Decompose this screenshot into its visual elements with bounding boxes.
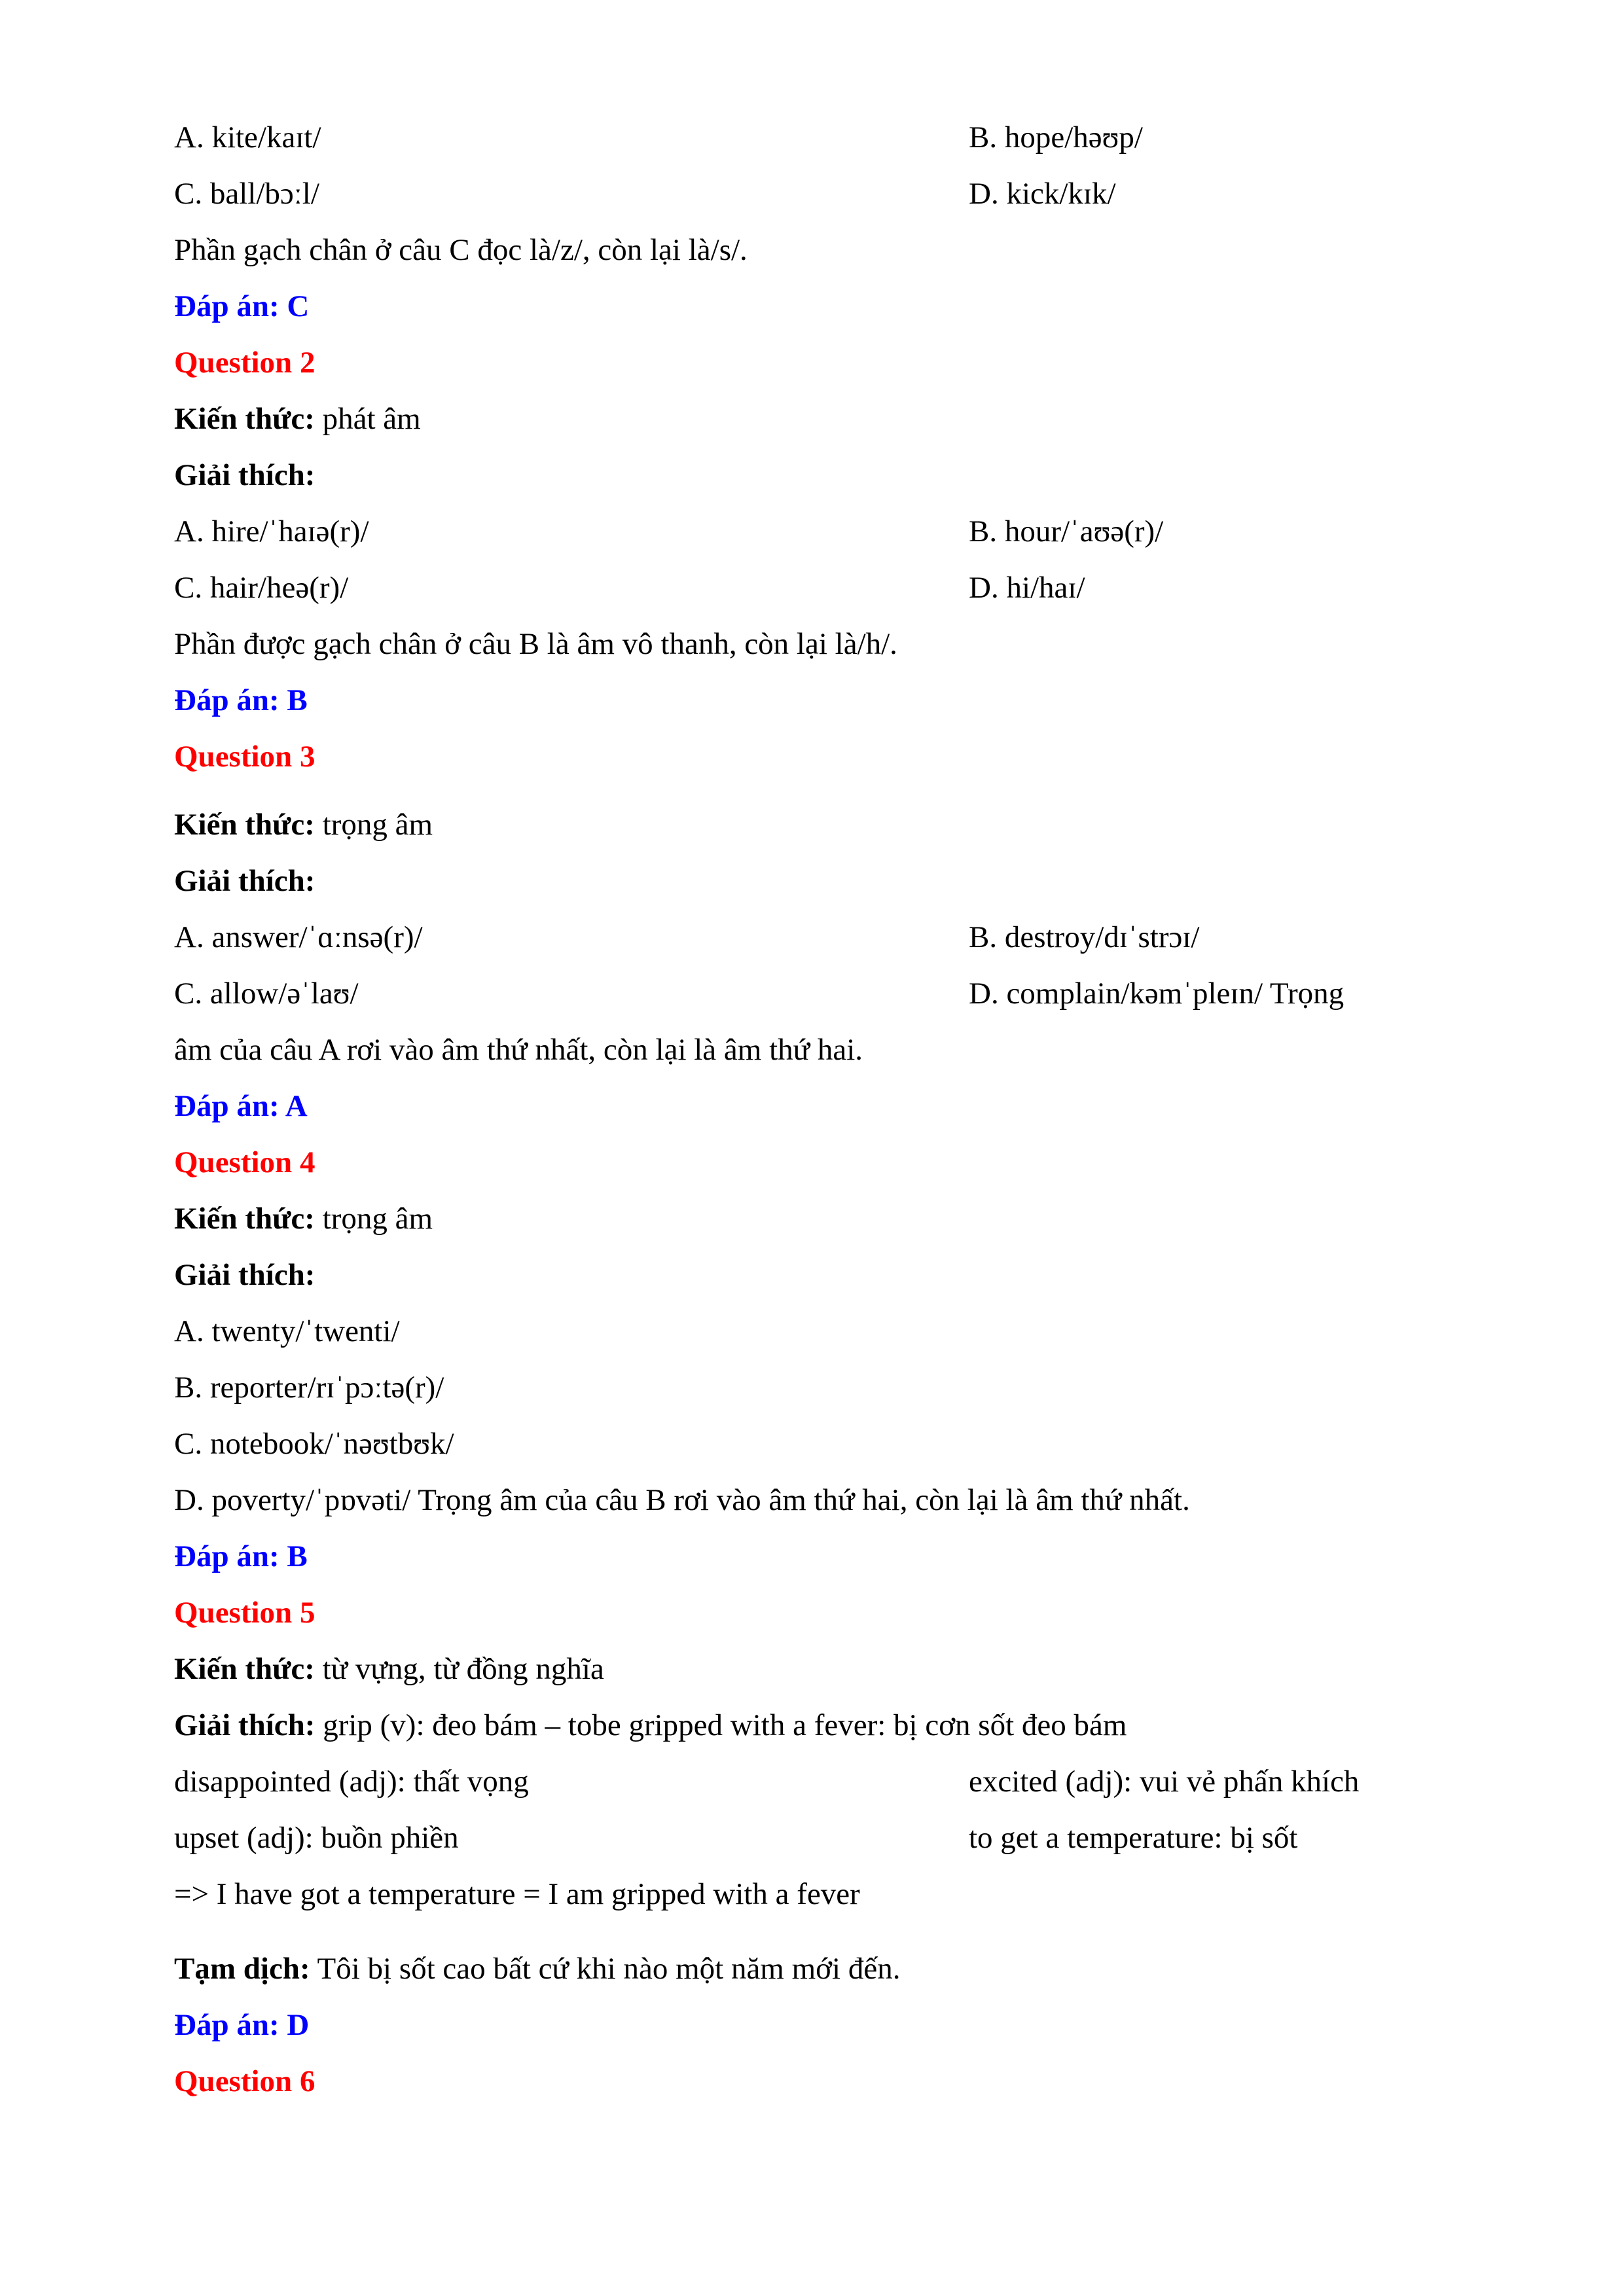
q5-vocab-row-1 <box>174 1763 1360 1800</box>
q4-title: Question 4 <box>174 1145 316 1179</box>
q5-knowledge <box>174 1651 604 1687</box>
q3-option-d: D. complain/kəmˈpleɪn/ Trọng <box>969 977 1344 1011</box>
q2-option-b: B. hour/ˈaʊə(r)/ <box>969 514 1164 548</box>
q3-knowledge-value: trọng âm <box>314 808 433 842</box>
q4-knowledge-value: trọng âm <box>314 1202 433 1236</box>
q5-translation-value: Tôi bị sốt cao bất cứ khi nào một năm mới đến. <box>310 1952 901 1986</box>
q5-answer: Đáp án: D <box>174 2008 310 2042</box>
q3-answer: Đáp án: A <box>174 1089 308 1123</box>
q1-option-b: B. hope/həʊp/ <box>969 120 1143 154</box>
q5-title: Question 5 <box>174 1596 316 1630</box>
q3-options-row-2 <box>174 975 1344 1012</box>
q2-answer: Đáp án: B <box>174 683 308 717</box>
q5-translation <box>174 1950 900 1987</box>
q5-vocab-upset: upset (adj): buồn phiền <box>174 1821 459 1855</box>
q1-options-row-2 <box>174 175 1116 212</box>
q3-option-a: A. answer/ˈɑːnsə(r)/ <box>174 920 423 954</box>
q2-knowledge-label: Kiến thức: <box>174 402 315 436</box>
q2-option-d: D. hi/haɪ/ <box>969 571 1085 605</box>
q5-knowledge-value: từ vựng, từ đồng nghĩa <box>314 1652 604 1686</box>
q3-note: âm của câu A rơi vào âm thứ nhất, còn lại là âm thứ hai. <box>174 1033 863 1067</box>
q2-explain-label: Giải thích: <box>174 458 316 492</box>
q2-knowledge-value: phát âm <box>314 402 421 436</box>
q4-knowledge-label: Kiến thức: <box>174 1202 315 1236</box>
q3-knowledge <box>174 806 433 843</box>
q4-option-b: B. reporter/rɪˈpɔːtə(r)/ <box>174 1371 444 1405</box>
q3-explain-label: Giải thích: <box>174 864 316 898</box>
q1-option-d: D. kick/kɪk/ <box>969 177 1116 211</box>
q4-explain-label: Giải thích: <box>174 1258 316 1292</box>
q2-knowledge <box>174 401 421 437</box>
q5-explain-label: Giải thích: <box>174 1708 316 1742</box>
q3-option-b: B. destroy/dɪˈstrɔɪ/ <box>969 920 1200 954</box>
q5-explain <box>174 1707 1127 1744</box>
q3-title: Question 3 <box>174 740 316 774</box>
q4-answer: Đáp án: B <box>174 1539 308 1573</box>
q2-options-row-1 <box>174 513 1164 550</box>
q5-conclusion: => I have got a temperature = I am gripped with a fever <box>174 1877 860 1911</box>
q3-knowledge-label: Kiến thức: <box>174 808 315 842</box>
q1-option-a: A. kite/kaɪt/ <box>174 120 321 154</box>
q5-vocab-disappointed: disappointed (adj): thất vọng <box>174 1765 529 1799</box>
q5-vocab-row-2 <box>174 1820 1298 1856</box>
q2-option-a: A. hire/ˈhaɪə(r)/ <box>174 514 369 548</box>
q1-note: Phần gạch chân ở câu C đọc là/z/, còn lại là/s/. <box>174 233 748 267</box>
q1-options-row-1 <box>174 119 1143 156</box>
q4-option-c: C. notebook/ˈnəʊtbʊk/ <box>174 1427 454 1461</box>
q4-option-d: D. poverty/ˈpɒvəti/ Trọng âm của câu B rơi vào âm thứ hai, còn lại là âm thứ nhất. <box>174 1483 1190 1517</box>
q1-option-c: C. ball/bɔːl/ <box>174 177 319 211</box>
q2-title: Question 2 <box>174 346 316 380</box>
q5-translation-label: Tạm dịch: <box>174 1952 310 1986</box>
q1-answer: Đáp án: C <box>174 289 310 323</box>
q4-option-a: A. twenty/ˈtwenti/ <box>174 1314 400 1348</box>
q5-vocab-temperature: to get a temperature: bị sốt <box>969 1821 1298 1855</box>
q2-options-row-2 <box>174 569 1085 606</box>
q4-knowledge <box>174 1200 433 1237</box>
q5-knowledge-label: Kiến thức: <box>174 1652 315 1686</box>
q2-option-c: C. hair/heə(r)/ <box>174 571 349 605</box>
q3-option-c: C. allow/əˈlaʊ/ <box>174 977 359 1011</box>
q5-vocab-excited: excited (adj): vui vẻ phấn khích <box>969 1765 1360 1799</box>
q5-explain-value: grip (v): đeo bám – tobe gripped with a fever: bị cơn sốt đeo bám <box>315 1708 1127 1742</box>
q6-title: Question 6 <box>174 2064 316 2098</box>
q2-note: Phần được gạch chân ở câu B là âm vô thanh, còn lại là/h/. <box>174 627 897 661</box>
q3-options-row-1 <box>174 919 1200 956</box>
